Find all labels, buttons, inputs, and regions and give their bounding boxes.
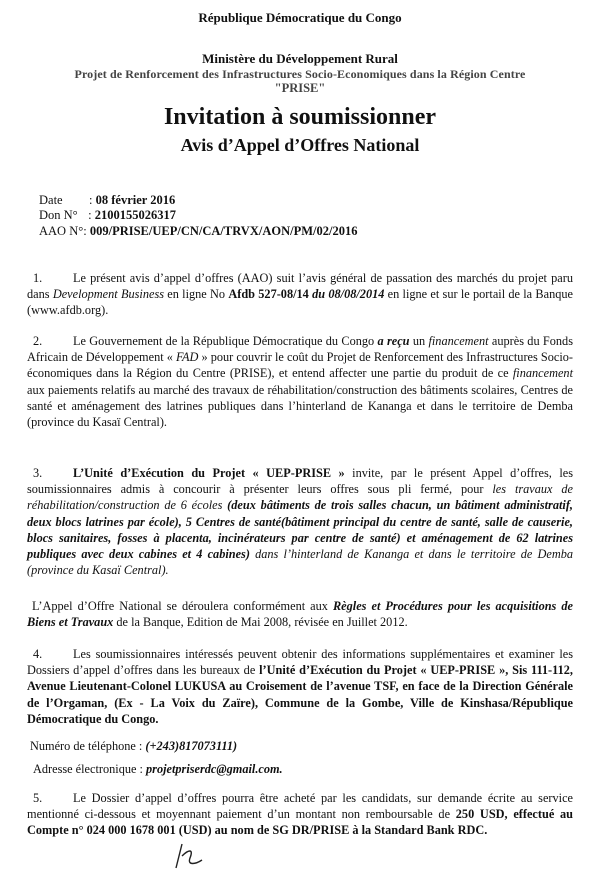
paragraph-number: 4. xyxy=(33,647,43,661)
text: » pour couvrir le coût du Projet de Renforcement des Infrastructures Socio-économiques dans la Région du Centre (PRISE), et entend affecter une partie du produit de ce xyxy=(27,350,573,381)
signature-mark xyxy=(168,838,208,873)
text-bold: l’Unité d’Exécution du Projet « UEP-PRISE », Sis 111-112, Avenue Lieutenant-Colonel LUKUSA au Croisement de l’avenue TSF, en face de la Direction Générale de l’Orgaman, (Ex - La Voix du Zaïre), Commune de la Gombe, Ville de Kinshasa/République Démocratique du Congo. xyxy=(27,663,573,726)
text: Les soumissionnaires intéressés peuvent obtenir des informations supplémentaires et examiner les Dossiers d’appel d’offres dans les bureaux de xyxy=(27,647,573,678)
paragraph-number: 1. xyxy=(33,271,43,285)
text: un xyxy=(409,334,429,348)
email-line xyxy=(33,762,283,777)
text-bold: Afdb 527-08/14 xyxy=(228,287,309,302)
document-subtitle: Avis d’Appel d’Offres National xyxy=(180,135,420,155)
text-bold: L’Unité d’Exécution du Projet « UEP-PRISE » xyxy=(73,466,345,480)
text-bold-italic: Règles et Procédures pour les acquisitions de Biens et Travaux xyxy=(27,599,573,630)
phone-line xyxy=(30,739,237,754)
don-value: 2100155026317 xyxy=(94,208,176,222)
date-value: 08 février 2016 xyxy=(95,193,176,207)
project-acronym: "PRISE" xyxy=(274,81,326,95)
text-bold-italic: a reçu xyxy=(377,334,410,348)
don-label: Don N° xyxy=(39,208,78,222)
text-italic: dans l’hinterland de Kananga et dans le territoire de Demba (province du Kasaï Central). xyxy=(27,547,573,578)
text-bold-italic: du 08/08/2014 xyxy=(308,287,385,302)
don-separator: : xyxy=(85,208,95,222)
paragraph-number: 3. xyxy=(33,466,43,480)
meta-date xyxy=(39,193,175,208)
project-header: Projet de Renforcement des Infrastructures Socio-Economiques dans la Région Centre xyxy=(74,67,526,81)
text: en ligne et sur le portail de la Banque (www.afdb.org). xyxy=(27,287,573,318)
text: en ligne No xyxy=(164,287,229,302)
text: Le Gouvernement de la République Démocratique du Congo xyxy=(73,334,378,348)
text-italic: financement xyxy=(512,366,573,381)
text: Le Dossier d’appel d’offres pourra être acheté par les candidats, sur demande écrite au service mentionné ci-dessous et moyennant paiement d’un montant non remboursable de xyxy=(27,791,573,822)
meta-don xyxy=(39,208,176,223)
meta-aao xyxy=(39,224,357,239)
phone-value: (+243)817073111) xyxy=(145,739,238,753)
paragraph-2 xyxy=(27,333,573,430)
paragraph-number: 2. xyxy=(33,334,43,348)
paragraph-4 xyxy=(27,646,573,727)
text-italic: Development Business xyxy=(52,287,165,302)
aao-value: 009/PRISE/UEP/CN/CA/TRVX/AON/PM/02/2016 xyxy=(89,224,358,238)
text: de la Banque, Edition de Mai 2008, révisée en Juillet 2012. xyxy=(113,615,408,630)
date-label: Date xyxy=(39,193,63,207)
paragraph-3 xyxy=(27,465,573,578)
text: auprès du Fonds Africain de Développement « xyxy=(27,334,573,365)
text-italic: les travaux de réhabilitation/construction de 6 écoles xyxy=(27,482,574,513)
text-bold: 250 USD, effectué au Compte n° 024 000 1678 001 (USD) au nom de SG DR/PRISE à la Standard Bank RDC. xyxy=(27,807,573,838)
text: Le présent avis d’appel d’offres (AAO) suit l’avis général de passation des marchés du projet paru dans xyxy=(27,271,573,302)
country-header: République Démocratique du Congo xyxy=(198,10,402,25)
text-bold-italic: (deux bâtiments de trois salles chacun, un bâtiment administratif, deux blocs latrines par école), 5 Centres de santé(bâtiment principal du centre de santé, salle de causerie, blocs sanitaires, fosses à placenta, incinérateurs par centre de santé) et aménagement de 62 latrines publiques avec deux cabines et 4 cabines) xyxy=(27,498,573,562)
email-label: Adresse électronique : xyxy=(33,762,147,776)
paragraph-number: 5. xyxy=(33,791,43,805)
ministry-header: Ministère du Développement Rural xyxy=(202,51,398,66)
paragraph-3-continuation xyxy=(27,598,573,630)
email-value: projetpriserdc@gmail.com. xyxy=(146,762,283,776)
text: invite, par le présent Appel d’offres, les soumissionnaires admis à concourir à présenter leurs offres sous pli fermé, pour xyxy=(27,466,573,497)
text: L’Appel d’Offre National se déroulera conformément aux xyxy=(32,599,333,613)
paragraph-1 xyxy=(27,270,573,319)
aao-label: AAO N°: xyxy=(39,224,90,238)
date-separator: : xyxy=(89,193,96,207)
text-italic: FAD xyxy=(176,350,199,365)
document-title: Invitation à soumissionner xyxy=(163,104,437,130)
phone-label: Numéro de téléphone : xyxy=(30,739,146,753)
paragraph-5 xyxy=(27,790,573,839)
text-italic: financement xyxy=(428,334,489,348)
text: aux paiements relatifs au marché des travaux de réhabilitation/construction des bâtiments scolaires, Centres de santé et aménagement des latrines publiques dans l’hinterland de Kananga et dans le territoire de Demba (province du Kasaï Central). xyxy=(27,382,573,430)
